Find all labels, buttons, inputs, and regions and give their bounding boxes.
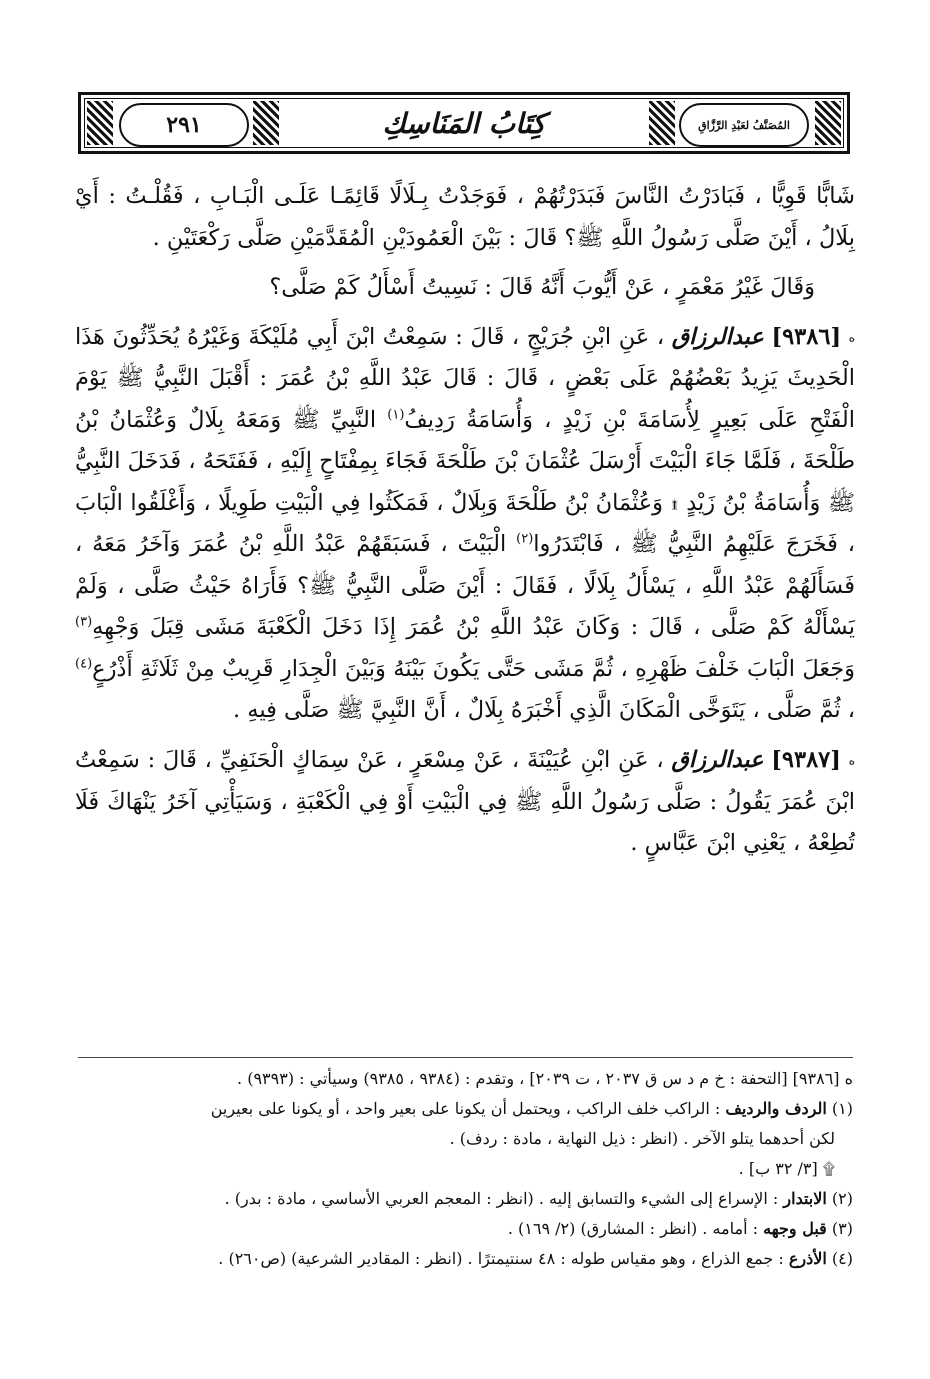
footnotes (78, 1064, 853, 1274)
footnote-divider (78, 1057, 853, 1058)
page-number-cartouche (119, 103, 249, 147)
source-reference: ه [٩٣٨٦] [التحفة : خ م د س ق ٢٠٣٧ ، ت ٢٠٣٩] ، وتقدم : (٩٣٨٤ ، ٩٣٨٥) وسيأتي : (٩٣٩٣) . (237, 1069, 853, 1088)
ornament (815, 101, 841, 145)
footnote-number: (٢) (831, 1189, 853, 1208)
footnote-1 (78, 1094, 853, 1124)
series-cartouche (679, 103, 809, 147)
hadith-9386 (75, 317, 855, 732)
book-title: كِتَابُ المَنَاسِكِ (382, 106, 546, 140)
footnote-ref-1: (١) (387, 407, 405, 423)
page-number: ٢٩١ (166, 112, 202, 138)
footnote-ref-3: (٣) (75, 614, 93, 630)
hadith-text: وَجَعَلَ الْبَابَ خَلْفَ ظَهْرِهِ ، ثُمَّ مَشَى حَتَّى يَكُونَ بَيْنَهُ وَبَيْنَ الْجِدَارِ قَرِيبٌ مِنْ ثَلَاثَةِ أَذْرُعٍ (92, 655, 855, 682)
footnote-ref-4: (٤) (75, 656, 93, 672)
footnote-text: : جمع الذراع ، وهو مقياس طوله : ٤٨ سنتيمترًا . (انظر : المقادير الشرعية) (ص٢٦٠) . (218, 1249, 784, 1268)
hadith-number: [٩٣٨٦] (771, 323, 842, 350)
ornament (649, 101, 675, 145)
folio-reference: ۩ [٣/ ٣٢ ب] . (738, 1159, 835, 1178)
footnote-1-continuation: لكن أحدهما يتلو الآخر . (انظر : ذيل النهاية ، مادة : ردف) . (449, 1129, 835, 1148)
hadith-text: ، عَنِ ابْنِ عُيَيْنَةَ ، عَنْ مِسْعَرٍ ، عَنْ سِمَاكٍ الْحَنَفِيِّ ، قَالَ : سَمِعْتُ ابْنَ عُمَرَ يَقُولُ : صَلَّى رَسُولُ اللَّهِ ﷺ فِي الْبَيْتِ أَوْ فِي الْكَعْبَةِ ، وَسَيَأْتِي آخَرُ يَنْهَاكَ فَلَا تُطِعْهُ ، يَعْنِي ابْنَ عَبَّاسٍ . (75, 746, 855, 856)
paragraph: وَقَالَ غَيْرُ مَعْمَرٍ ، عَنْ أَيُّوبَ أَنَّهُ قَالَ : نَسِيتُ أَسْأَلُ كَمْ صَلَّى؟ (269, 274, 815, 300)
footnote-term: الردف والرديف (725, 1099, 827, 1118)
hadith-number: [٩٣٨٧] (771, 746, 841, 773)
footnote-2 (78, 1184, 853, 1214)
hadith-text: وَعُثْمَانُ بْنُ طَلْحَةَ وَبِلَالٌ ، فَمَكَثُوا فِي الْبَيْتِ طَوِيلًا ، وَأَغْلَقُوا الْبَابَ ، فَخَرَجَ عَلَيْهِمُ النَّبِيُّ ﷺ ، فَابْتَدَرُوا (75, 489, 855, 558)
paragraph-line: بِلَالُ ، أَيْنَ صَلَّى رَسُولُ اللَّهِ ﷺ؟ قَالَ : بَيْنَ الْعَمُودَيْنِ الْمُقَدَّمَيْنِ صَلَّى رَكْعَتَيْنِ . (152, 224, 855, 251)
narrator-name: عبدالرزاق (671, 746, 764, 773)
hadith-text: الْبَيْتَ ، فَسَبَقَهُمْ عَبْدُ اللَّهِ بْنُ عُمَرَ وَآخَرُ مَعَهُ ، فَسَأَلَهُمْ عَبْدُ اللَّهِ ، يَسْأَلُ بِلَالًا ، فَقَالَ : أَيْنَ صَلَّى النَّبِيُّ ﷺ؟ فَأَرَاهُ حَيْثُ صَلَّى ، وَلَمْ يَسْأَلْهُ كَمْ صَلَّى ، قَالَ : وَكَانَ عَبْدُ اللَّهِ بْنُ عُمَرَ إِذَا دَخَلَ الْكَعْبَةَ مَشَى قِبَلَ وَجْهِهِ (75, 531, 855, 641)
footnote-term: قبل وجهه (763, 1219, 827, 1238)
footnote-term: الابتدار (783, 1189, 827, 1208)
footnote-text: : الراكب خلف الراكب ، ويحتمل أن يكونا على بعير واحد ، أو يكونا على بعيرين (210, 1099, 721, 1118)
hadith-9387 (75, 740, 855, 865)
ornament (253, 101, 279, 145)
hadith-text: النَّبِيِّ ﷺ وَمَعَهُ بِلَالٌ وَعُثْمَانُ بْنُ طَلْحَةَ ، فَلَمَّا جَاءَ الْبَيْتَ أَرْسَلَ عُثْمَانَ بْنَ طَلْحَةَ فَجَاءَ بِمِفْتَاحٍ إِلَيْهِ ، فَفَتَحَهُ ، فَدَخَلَ النَّبِيُّ ﷺ وَأُسَامَةُ بْنُ زَيْدٍ (75, 406, 855, 516)
footnote-ref-2: (٢) (516, 531, 534, 547)
page-header (78, 92, 850, 154)
hadith-text: ، ثُمَّ صَلَّى ، يَتَوَخَّى الْمَكَانَ الَّذِي أَخْبَرَهُ بِلَالٌ ، أَنَّ النَّبِيَّ ﷺ صَلَّى فِيهِ . (232, 697, 855, 724)
paragraph (75, 176, 855, 259)
paragraph-line: شَابًّا قَوِيًّا ، فَبَادَرْتُ النَّاسَ فَبَدَرْتُهُمْ ، فَوَجَدْتُ بِـلَالًا قَائِمًـا عَلَـى الْبَـابِ ، فَقُلْـتُ : أَيْ (75, 183, 855, 209)
footnote-term: الأذرع (788, 1249, 827, 1268)
hadith-marker: ه (848, 329, 855, 344)
hadith-text: ، عَنِ ابْنِ جُرَيْجٍ ، قَالَ : سَمِعْتُ ابْنَ أَبِي مُلَيْكَةَ وَغَيْرُهُ يُحَدِّثُونَ هَذَا الْحَدِيثَ يَزِيدُ بَعْضُهُمْ عَلَى بَعْضٍ ، قَالَ : قَالَ عَبْدُ اللَّهِ بْنُ عُمَرَ : أَقْبَلَ النَّبِيُّ ﷺ يَوْمَ الْفَتْحِ عَلَى بَعِيرٍ لِأُسَامَةَ بْنِ زَيْدٍ ، وَأُسَامَةُ رَدِيفُ (75, 323, 855, 433)
footnote-4 (78, 1244, 853, 1274)
footnote-number: (١) (831, 1099, 853, 1118)
hadith-marker: ه (848, 753, 855, 767)
folio-mark: ۩ (670, 489, 679, 516)
main-text (75, 176, 855, 865)
footnote-number: (٣) (831, 1219, 853, 1238)
footnote-text: : الإسراع إلى الشيء والتسابق إليه . (انظر : المعجم العربي الأساسي ، مادة : بدر) . (224, 1189, 779, 1208)
series-label: المُصَنَّفُ لعَبْدِ الرَّزَّاقِ (698, 118, 790, 132)
footnote-3 (78, 1214, 853, 1244)
footnote-number: (٤) (831, 1249, 853, 1268)
narrator-name: عبدالرزاق (671, 323, 764, 350)
footnote-text: : أمامه . (انظر : المشارق) (٢/ ١٦٩) . (507, 1219, 758, 1238)
ornament (87, 101, 113, 145)
